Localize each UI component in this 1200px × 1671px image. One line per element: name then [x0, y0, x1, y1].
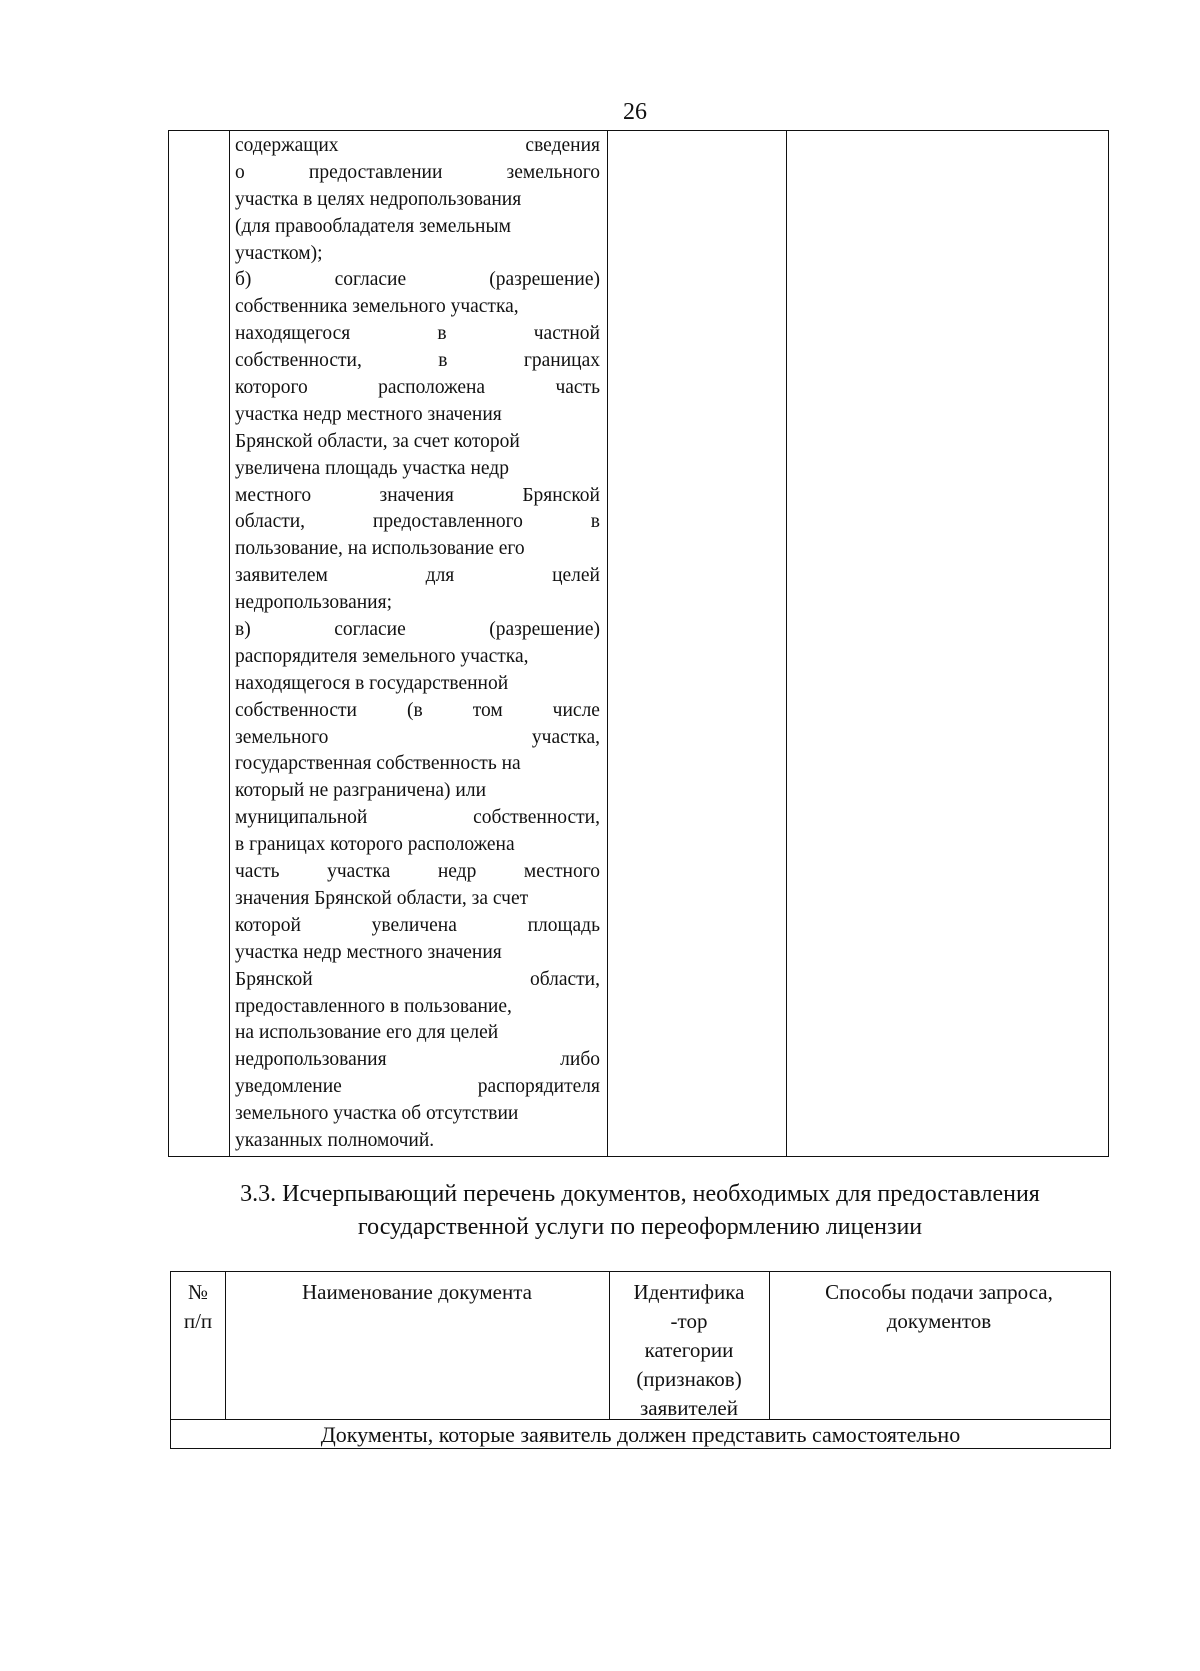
text-line: государственная собственность на — [235, 753, 521, 775]
text-line: находящегося в частной — [235, 323, 600, 345]
text-line: который не разграничена) или — [235, 780, 487, 802]
header-number: № п/п — [183, 1280, 213, 1333]
text-line: участка в целях недропользования — [235, 188, 522, 210]
text-line: Брянской области, — [235, 968, 600, 990]
text-line: участка недр местного значения — [235, 941, 502, 963]
text-line: (для правообладателя земельным — [235, 215, 511, 237]
text-line: содержащих сведения — [235, 135, 600, 156]
text-line: часть участка недр местного — [235, 861, 600, 883]
documents-table — [170, 1271, 1111, 1449]
group-row-self-submitted: Документы, которые заявитель должен представить самостоятельно — [320, 1422, 961, 1447]
text-line: в границах которого расположена — [235, 834, 515, 856]
text-line: земельного участка, — [235, 726, 600, 748]
header-document-name: Наименование документа — [302, 1280, 532, 1304]
text-line: собственника земельного участка, — [235, 296, 519, 318]
text-line: муниципальной собственности, — [235, 807, 600, 829]
text-line: заявителем для целей — [235, 565, 600, 587]
continuation-table — [168, 130, 1109, 1157]
text-line: области, предоставленного в — [235, 511, 600, 533]
text-line: предоставленного в пользование, — [235, 995, 512, 1017]
text-line: б) согласие (разрешение) — [235, 269, 600, 291]
text-line: которого расположена часть — [235, 377, 600, 399]
header-applicant-identifier: Идентифика -тор категории (признаков) заявителей — [633, 1280, 745, 1420]
text-line: собственности, в границах — [235, 350, 600, 372]
text-line: в) согласие (разрешение) — [235, 619, 600, 641]
section-heading-line-1: 3.3. Исчерпывающий перечень документов, необходимых для предоставления — [240, 1181, 1040, 1207]
column-divider — [229, 131, 230, 1156]
page-number: 26 — [623, 99, 647, 125]
column-divider — [607, 131, 608, 1156]
text-line: которой увеличена площадь — [235, 914, 600, 936]
text-line: земельного участка об отсутствии — [235, 1103, 519, 1125]
text-line: собственности (в том числе — [235, 699, 600, 721]
text-line: уведомление распорядителя — [235, 1076, 600, 1098]
text-line: увеличена площадь участка недр — [235, 457, 509, 479]
header-submission-methods: Способы подачи запроса, документов — [825, 1280, 1053, 1333]
text-line: местного значения Брянской — [235, 484, 600, 506]
text-line: о предоставлении земельного — [235, 161, 600, 183]
section-heading-line-2: государственной услуги по переоформлению лицензии — [357, 1214, 923, 1240]
text-line: участка недр местного значения — [235, 403, 502, 425]
requirements-text-cell — [235, 133, 600, 1155]
text-line: пользование, на использование его — [235, 538, 525, 560]
section-heading — [170, 1178, 1110, 1244]
text-line: участком); — [235, 242, 323, 264]
text-line: находящегося в государственной — [235, 672, 509, 694]
text-line: Брянской области, за счет которой — [235, 430, 520, 452]
text-line: недропользования; — [235, 592, 393, 614]
text-line: на использование его для целей — [235, 1022, 499, 1044]
text-line: недропользования либо — [235, 1049, 600, 1071]
text-line: распорядителя земельного участка, — [235, 645, 529, 667]
text-line: значения Брянской области, за счет — [235, 887, 529, 909]
text-line: указанных полномочий. — [235, 1129, 435, 1151]
column-divider — [786, 131, 787, 1156]
